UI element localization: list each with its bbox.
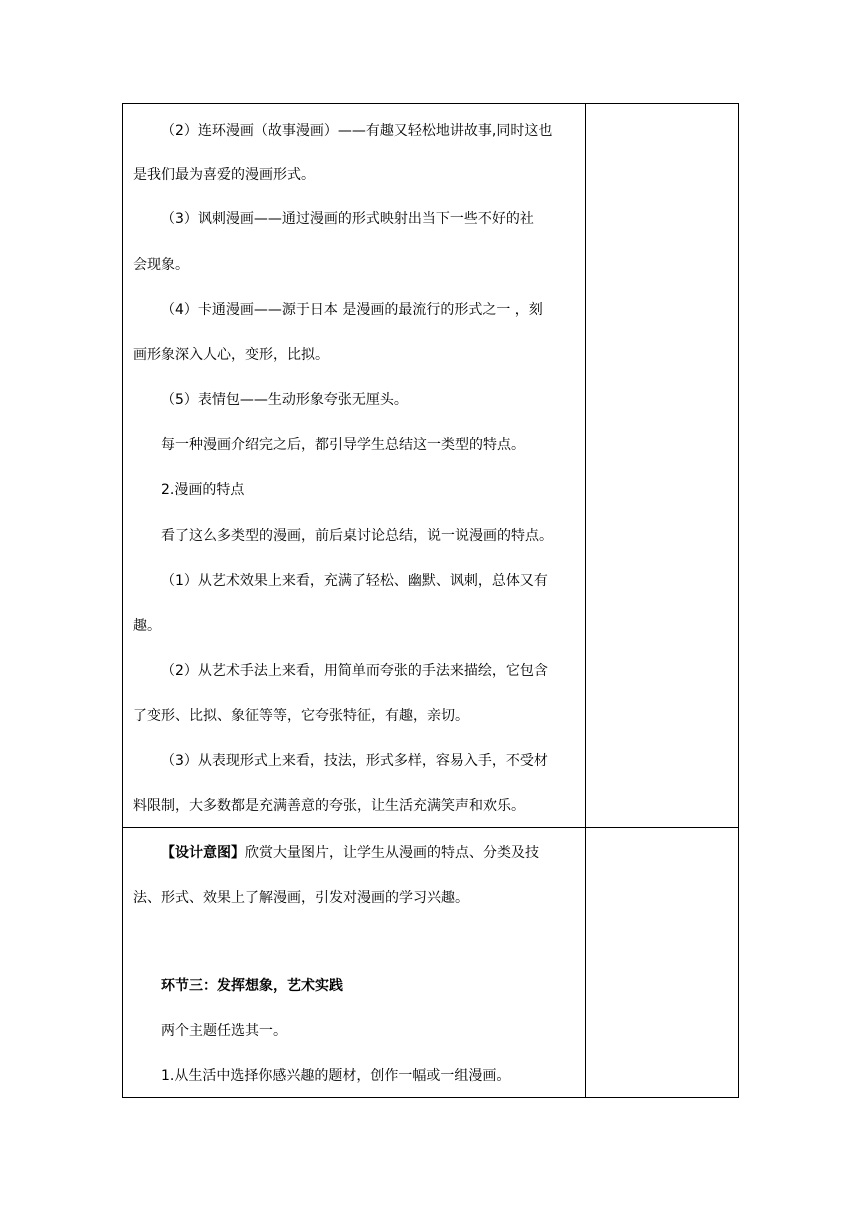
text-line: 了变形、比拟、象征等等，它夸张特征，有趣，亲切。 bbox=[133, 708, 469, 724]
design-intent-text: 欣赏大量图片，让学生从漫画的特点、分类及技 bbox=[245, 845, 539, 861]
text-line: 画形象深入人心，变形，比拟。 bbox=[133, 347, 329, 363]
design-intent-line bbox=[133, 844, 583, 862]
column-divider bbox=[585, 104, 586, 1097]
text-line: 看了这么多类型的漫画，前后桌讨论总结，说一说漫画的特点。 bbox=[161, 528, 553, 544]
design-intent-label: 【设计意图】 bbox=[161, 845, 245, 861]
row-divider bbox=[123, 827, 738, 828]
lesson-table bbox=[122, 103, 739, 1098]
text-line: 是我们最为喜爱的漫画形式。 bbox=[133, 167, 315, 183]
text-line: 会现象。 bbox=[133, 257, 189, 273]
text-line: 两个主题任选其一。 bbox=[161, 1023, 287, 1039]
text-line: 料限制，大多数都是充满善意的夸张，让生活充满笑声和欢乐。 bbox=[133, 798, 525, 814]
text-line: （3）讽刺漫画——通过漫画的形式映射出当下一些不好的社 bbox=[161, 211, 534, 227]
text-line: （3）从表现形式上来看，技法，形式多样，容易入手，不受材 bbox=[161, 753, 548, 769]
text-line: （2）连环漫画（故事漫画）——有趣又轻松地讲故事,同时这也 bbox=[161, 123, 553, 139]
text-line: （4）卡通漫画——源于日本 是漫画的最流行的形式之一 ，刻 bbox=[161, 302, 543, 318]
text-line: 1.从生活中选择你感兴趣的题材，创作一幅或一组漫画。 bbox=[161, 1068, 511, 1084]
text-line: 2.漫画的特点 bbox=[161, 482, 245, 498]
text-line: （1）从艺术效果上来看，充满了轻松、幽默、讽刺，总体又有 bbox=[161, 573, 548, 589]
text-line: （2）从艺术手法上来看，用简单而夸张的手法来描绘，它包含 bbox=[161, 663, 548, 679]
text-line: 每一种漫画介绍完之后，都引导学生总结这一类型的特点。 bbox=[161, 437, 525, 453]
text-line: （5）表情包——生动形象夸张无厘头。 bbox=[161, 392, 408, 408]
section-title: 环节三：发挥想象，艺术实践 bbox=[161, 978, 343, 994]
text-line: 法、形式、效果上了解漫画，引发对漫画的学习兴趣。 bbox=[133, 890, 469, 906]
text-line: 趣。 bbox=[133, 618, 161, 634]
